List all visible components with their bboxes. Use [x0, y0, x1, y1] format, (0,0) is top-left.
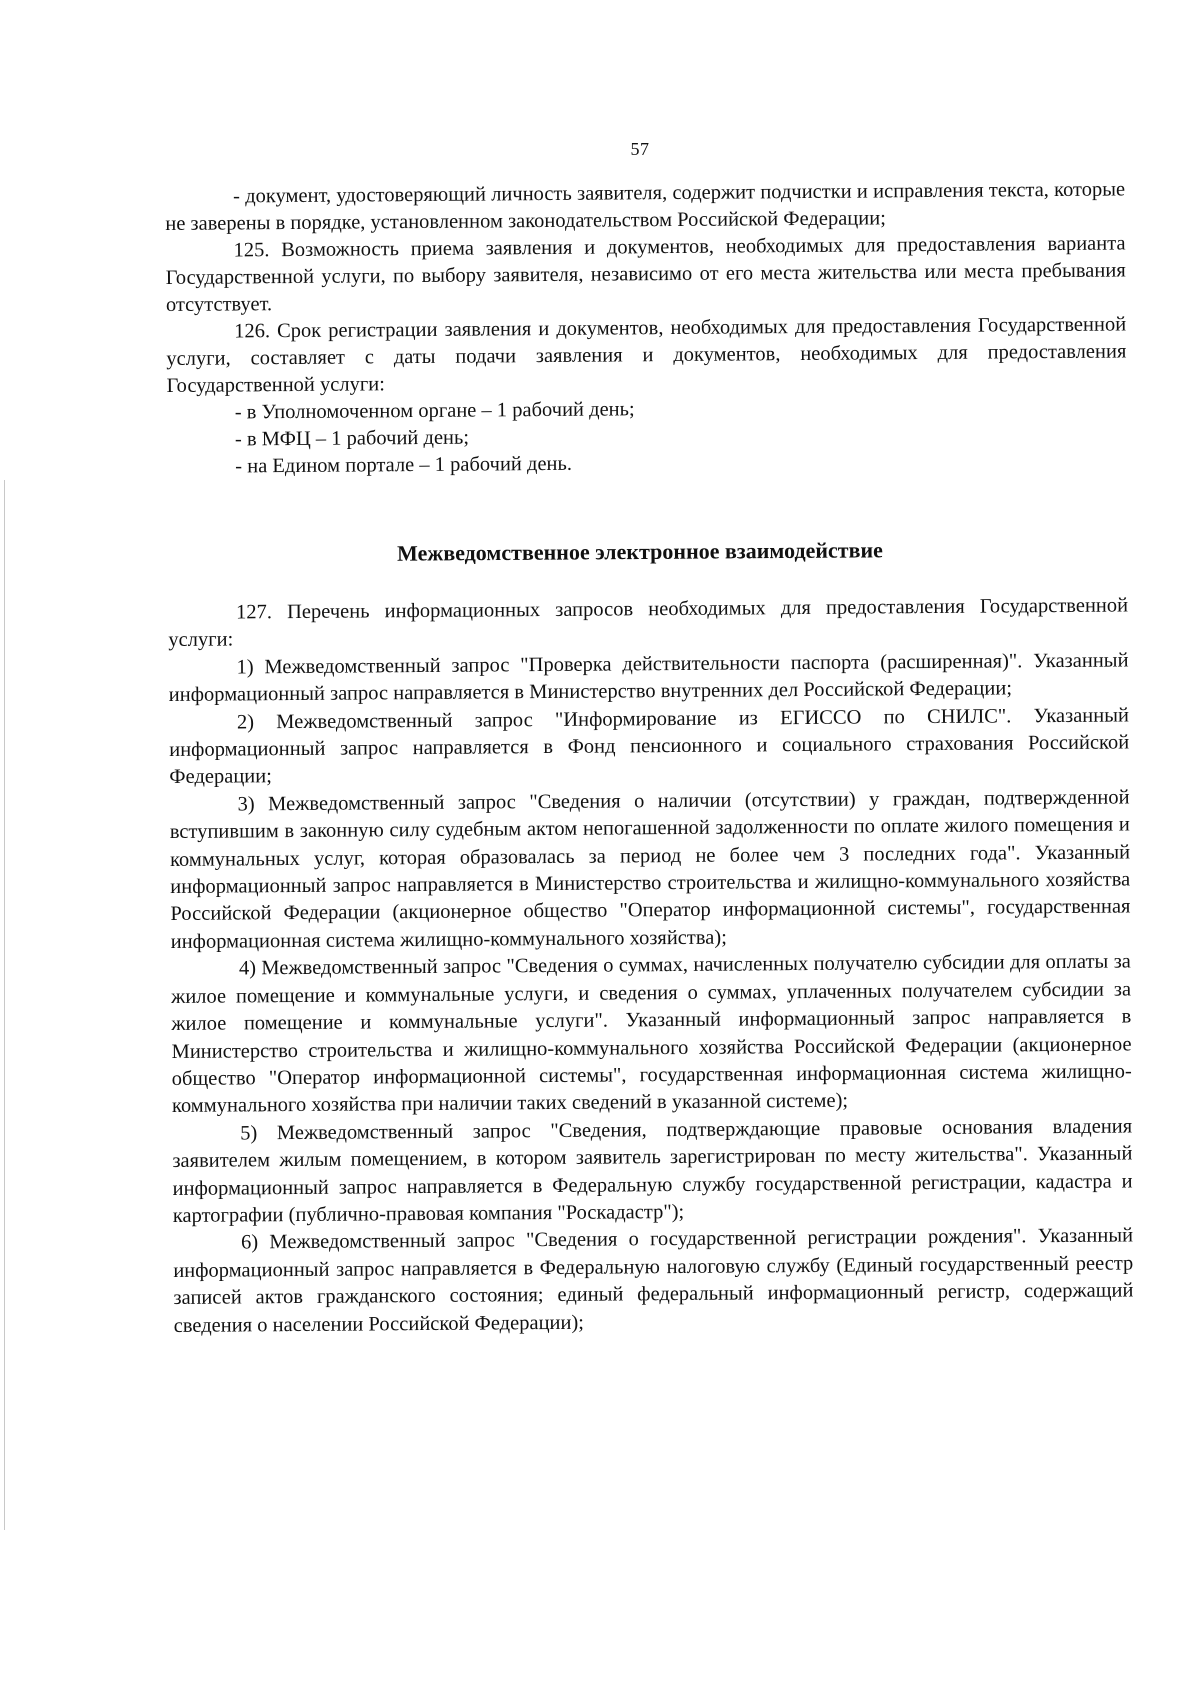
- bottom-text-block: [168, 592, 1134, 1339]
- list-item-authorized-body: - в Уполномоченном органе – 1 рабочий день;: [234, 398, 635, 424]
- section-heading: Межведомственное электронное взаимодействие: [396, 537, 883, 566]
- paragraph-request-4: 4) Межведомственный запрос "Сведения о суммах, начисленных получателю субсидии для оплаты за жилое помещение и коммунальные услуги, и сведения о суммах, уплаченных получателем субсидии за жилое помещение и коммунальные услуги". Указанный информационный запрос направляется в Министерство строительства и жилищно-коммунального хозяйства Российской Федерации (акционерное общество "Оператор информационной системы", государственная информационная система жилищно-коммунального хозяйства при наличии таких сведений в указанной системе);: [171, 950, 1132, 1118]
- paragraph-126: 126. Срок регистрации заявления и документов, необходимых для предоставления Государственной услуги, составляет с даты подачи заявления и документов, необходимых для предоставления Государственной услуги:: [166, 313, 1127, 397]
- paragraph-request-2: 2) Межведомственный запрос "Информирование из ЕГИССО по СНИЛС". Указанный информационный запрос направляется в Фонд пенсионного и социального страхования Российской Федерации;: [169, 704, 1130, 789]
- paragraph-request-6: 6) Межведомственный запрос "Сведения о государственной регистрации рождения". Указанный информационный запрос направляется в Федеральную налоговую службу (Единый государственный реестр записей актов гражданского состояния; единый федеральный информационный регистр, содержащий сведения о населении Российской Федерации);: [173, 1224, 1134, 1337]
- paragraph-document-defects: - документ, удостоверяющий личность заявителя, содержит подчистки и исправления текста, которые не заверены в порядке, установленном законодательством Российской Федерации;: [165, 178, 1126, 235]
- list-item-unified-portal: - на Едином портале – 1 рабочий день.: [235, 452, 573, 478]
- paragraph-request-5: 5) Межведомственный запрос "Сведения, подтверждающие правовые основания владения заявителем жилым помещением, в котором заявитель зарегистрирован по месту жительства". Указанный информационный запрос направляется в Федеральную службу государственной регистрации, кадастра и картографии (публично-правовая компания "Роскадастр");: [172, 1115, 1133, 1227]
- paragraph-127: 127. Перечень информационных запросов необходимых для предоставления Государственной услуги:: [168, 594, 1129, 652]
- top-text-block: [165, 176, 1127, 481]
- page-number: 57: [630, 139, 650, 159]
- paragraph-request-1: 1) Межведомственный запрос "Проверка действительности паспорта (расширенная)". Указанный информационный запрос направляется в Министерство внутренних дел Российской Федерации;: [168, 649, 1129, 707]
- paragraph-125: 125. Возможность приема заявления и документов, необходимых для предоставления варианта Государственной услуги, по выбору заявителя, независимо от его места жительства или места пребывания отсутствует.: [165, 232, 1126, 316]
- paragraph-request-3: 3) Межведомственный запрос "Сведения о наличии (отсутствии) у граждан, подтвержденной вступившим в законную силу судебным актом непогашенной задолженности по оплате жилого помещения и коммунальных услуг, которая образовалась за период не более чем 3 последних года". Указанный информационный запрос направляется в Министерство строительства и жилищно-коммунального хозяйства Российской Федерации (акционерное общество "Оператор информационной системы", государственная информационная система жилищно-коммунального хозяйства);: [169, 786, 1131, 953]
- scan-edge-line: [4, 480, 5, 1530]
- list-item-mfc: - в МФЦ – 1 рабочий день;: [234, 426, 470, 451]
